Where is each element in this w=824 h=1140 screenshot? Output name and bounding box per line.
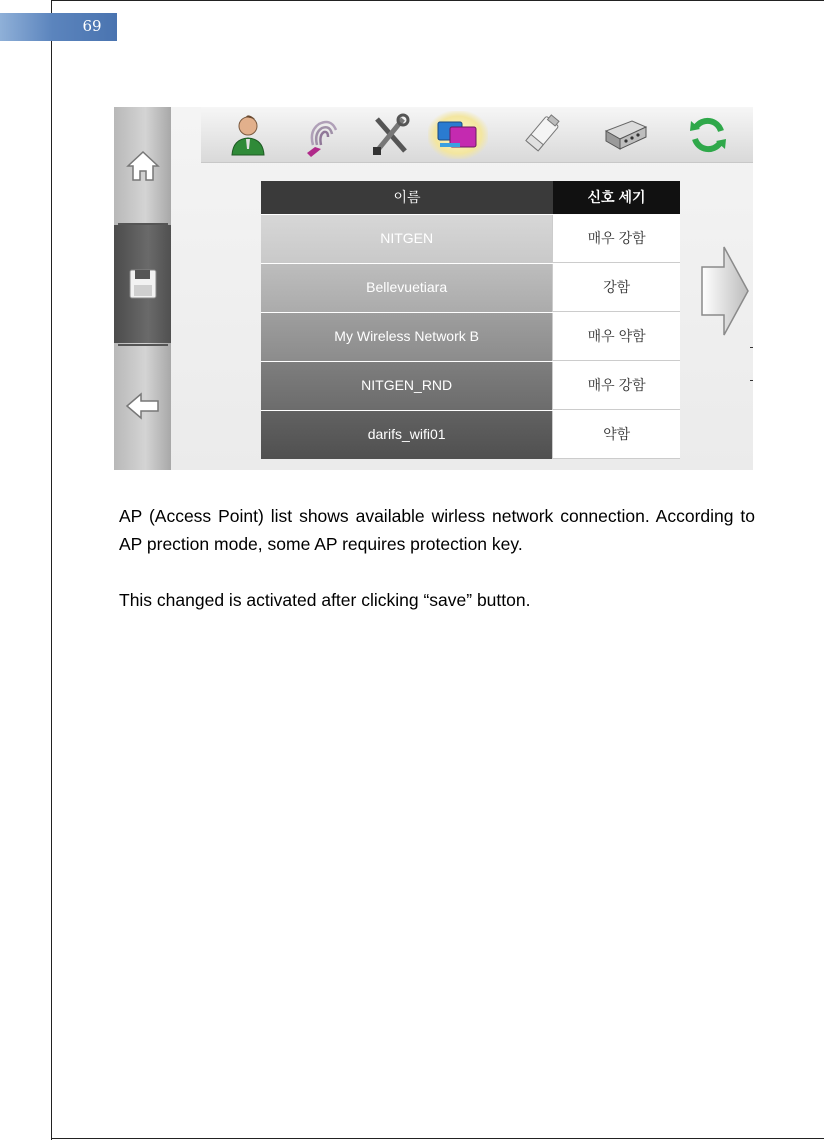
save-button[interactable] [114,225,171,343]
printer-icon [602,113,650,157]
ap-list-row[interactable] [261,263,680,312]
ap-signal: 매우 강함 [552,215,680,263]
toolbar [201,107,753,163]
user-icon [228,113,268,157]
tools-button[interactable] [365,111,415,159]
ap-name: My Wireless Network B [261,313,552,361]
fingerprint-icon [303,113,343,157]
page-border-bottom [51,1138,824,1139]
ap-name: Bellevuetiara [261,264,552,312]
ap-name: NITGEN [261,215,552,263]
fingerprint-button[interactable] [298,111,348,159]
ap-list-row[interactable] [261,410,680,459]
ap-name: darifs_wifi01 [261,411,552,459]
edge-tick [750,347,753,348]
ap-list-row[interactable] [261,312,680,361]
ap-list-row[interactable] [261,214,680,263]
side-separator [118,344,168,346]
edge-tick [750,380,753,381]
page-border-left [51,0,52,1140]
ap-signal: 약함 [552,411,680,459]
description-text [119,502,755,614]
refresh-button[interactable] [683,111,733,159]
next-page-button[interactable] [700,245,750,342]
save-icon [128,268,158,300]
home-icon [126,149,160,183]
ap-list-header [261,181,680,214]
column-header-name: 이름 [261,181,553,214]
ap-signal: 매우 강함 [552,362,680,410]
ap-signal: 매우 약함 [552,313,680,361]
ap-signal: 강함 [552,264,680,312]
ap-name: NITGEN_RND [261,362,552,410]
ap-list-table [261,181,680,459]
network-settings-button[interactable] [428,111,488,159]
usb-button[interactable] [516,111,566,159]
ap-list-row[interactable] [261,361,680,410]
refresh-icon [688,115,728,155]
back-arrow-icon [125,391,161,421]
column-header-signal: 신호 세기 [553,181,680,214]
network-icon [434,113,482,157]
page-number: 69 [82,17,102,35]
tools-icon [369,113,411,157]
back-button[interactable] [114,347,171,465]
printer-button[interactable] [601,111,651,159]
side-bar [114,107,171,470]
page-border-top [51,0,824,1]
chevron-right-icon [700,245,750,337]
device-screenshot [114,107,753,470]
home-button[interactable] [114,107,171,225]
user-settings-button[interactable] [223,111,273,159]
description-paragraph: AP (Access Point) list shows available wirless network connection. According to AP prection mode, some AP requires protection key. [119,506,755,554]
usb-icon [519,113,563,157]
save-note-paragraph: This changed is activated after clicking “save” button. [119,590,531,610]
